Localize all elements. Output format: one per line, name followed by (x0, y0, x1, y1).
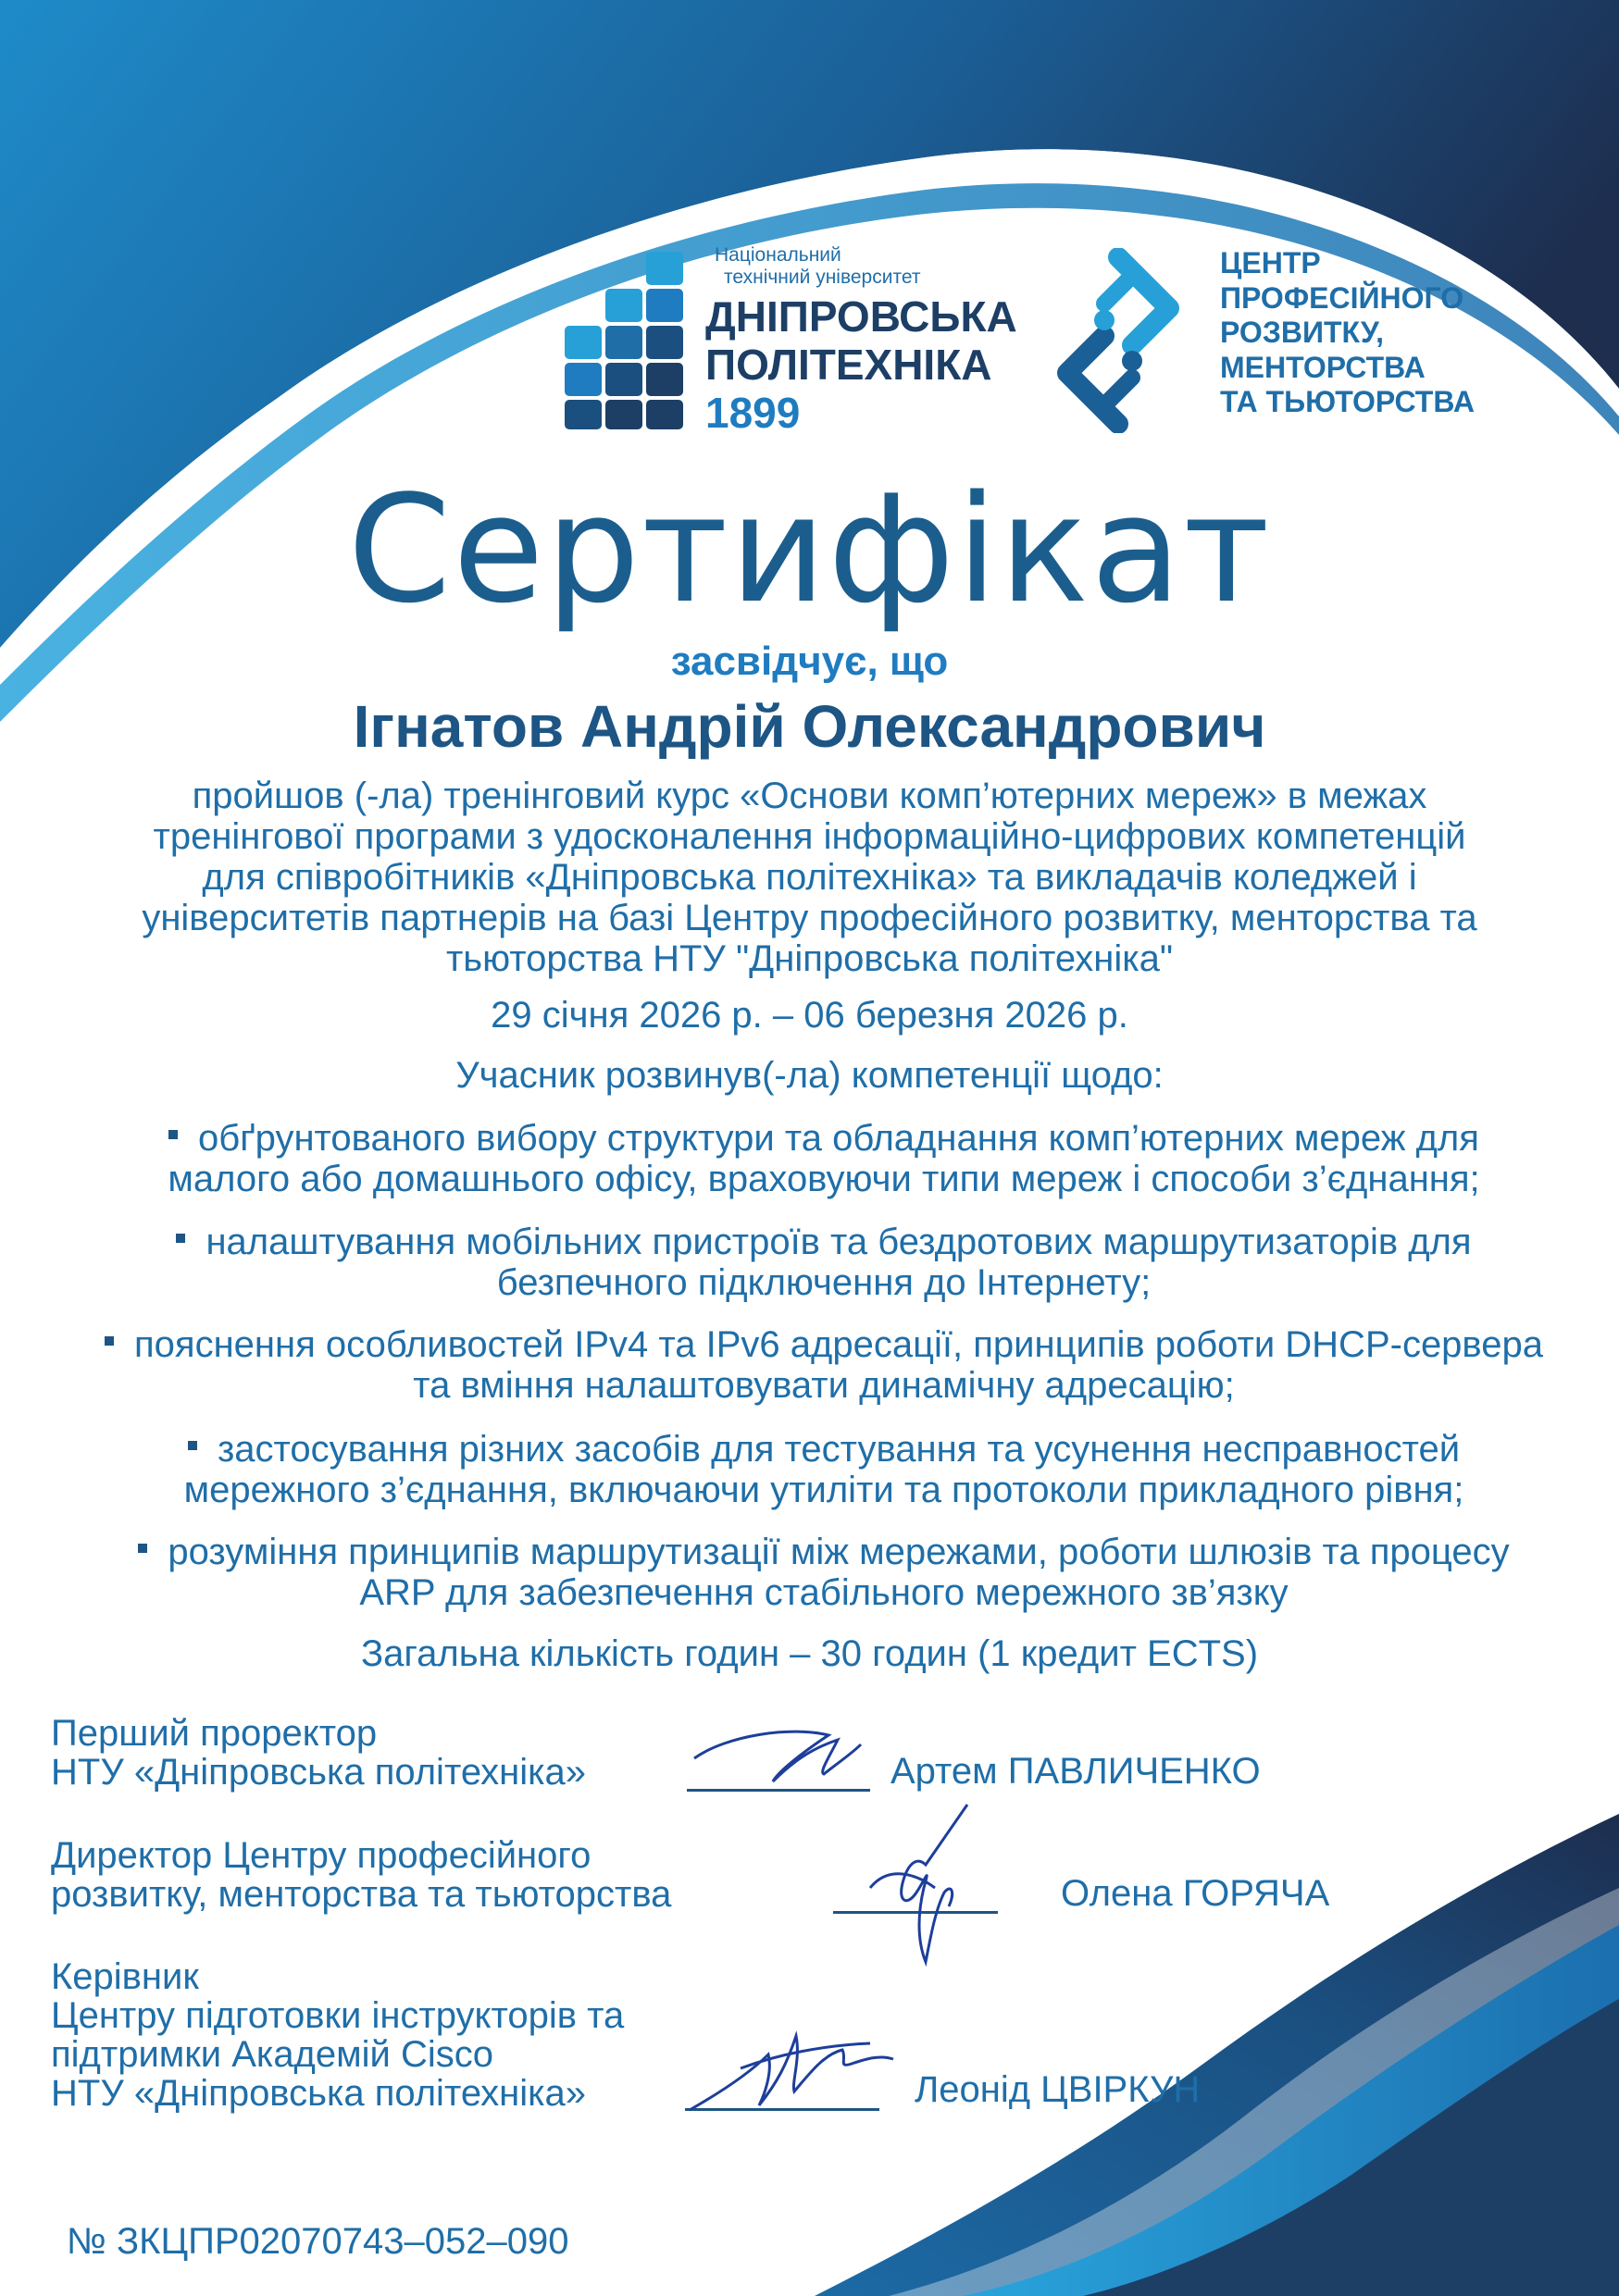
competency-item (102, 1222, 1546, 1303)
certifies-text: засвідчує, що (670, 639, 949, 684)
university-name (705, 292, 1017, 437)
bullet-icon (105, 1336, 114, 1346)
signature-image (690, 1717, 866, 1791)
course-dates: 29 січня 2026 р. – 06 березня 2026 р. (491, 995, 1128, 1036)
signatory-name: Леонід ЦВІРКУН (915, 2069, 1201, 2110)
competency-text: мережного з’єднання, включаючи утиліти та протоколи прикладного рівня; (183, 1470, 1464, 1510)
bullet-icon (176, 1234, 185, 1243)
certificate-title: Сертифікат (347, 463, 1272, 636)
competency-text: ARP для забезпечення стабільного мережного зв’язку (359, 1572, 1289, 1613)
university-name-line1: ДНІПРОВСЬКА (705, 292, 1017, 341)
competency-text: налаштування мобільних пристроїв та бездротових маршрутизаторів для (205, 1222, 1472, 1262)
competency-text: обґрунтованого вибору структури та обладнання комп’ютерних мереж для (198, 1118, 1479, 1159)
course-description-line: для співробітників «Дніпровська політехніка» та викладачів коледжей і (202, 857, 1417, 898)
competency-text: безпечного підключення до Інтернету; (496, 1262, 1152, 1303)
signatory-title-line: Перший проректор (51, 1713, 378, 1754)
competency-item (37, 1324, 1611, 1406)
course-description (56, 776, 1563, 979)
signatory-title-line: Центру підготовки інструкторів та (51, 1995, 625, 2036)
bullet-icon (168, 1130, 178, 1139)
university-subtitle (715, 244, 920, 289)
center-name-line5: ТА ТЬЮТОРСТВА (1220, 385, 1475, 418)
signature-image (685, 2017, 898, 2119)
competency-text: пояснення особливостей IPv4 та IPv6 адресації, принципів роботи DHCP-сервера (134, 1324, 1543, 1365)
competency-item (102, 1118, 1546, 1199)
signatory-title-line: Директор Центру професійного (51, 1835, 592, 1876)
center-name-line3: РОЗВИТКУ, (1220, 316, 1385, 349)
signatory-title (51, 1957, 624, 2113)
signatory-title-line: Керівник (51, 1956, 199, 1997)
competency-text: та вміння налаштовувати динамічну адресацію; (413, 1365, 1235, 1406)
center-name-line1: ЦЕНТР (1220, 246, 1321, 279)
competencies-intro: Учасник розвинув(-ла) компетенції щодо: (455, 1055, 1164, 1096)
competency-text: малого або домашнього офісу, враховуючи типи мереж і способи з’єднання; (168, 1159, 1480, 1199)
bullet-icon (188, 1441, 197, 1450)
signatory-title (51, 1836, 671, 1914)
course-description-line: університетів партнерів на базі Центру професійного розвитку, менторства та (142, 898, 1477, 938)
center-logo-icon (1053, 248, 1183, 433)
signatory-name: Олена ГОРЯЧА (1061, 1873, 1330, 1914)
total-hours: Загальна кількість годин – 30 годин (1 кредит ECTS) (360, 1633, 1259, 1674)
competency-item (102, 1429, 1546, 1510)
university-year: 1899 (705, 389, 801, 437)
signatory-title-line: НТУ «Дніпровська політехніка» (51, 1752, 587, 1793)
competency-text: застосування різних засобів для тестування та усунення несправностей (217, 1429, 1461, 1470)
competency-item (65, 1532, 1583, 1613)
center-name (1220, 246, 1475, 420)
signatory-title-line: розвитку, менторства та тьюторства (51, 1874, 672, 1915)
course-description-line: тренінгової програми з удосконалення інформаційно-цифрових компетенцій (153, 816, 1466, 857)
center-name-line4: МЕНТОРСТВА (1220, 350, 1426, 384)
university-name-line2: ПОЛІТЕХНІКА (705, 341, 992, 389)
signature-image (852, 1800, 981, 1976)
certificate-number: № ЗКЦПР02070743–052–090 (67, 2221, 569, 2262)
course-description-line: тьюторства НТУ "Дніпровська політехніка" (445, 938, 1174, 979)
bullet-icon (138, 1544, 147, 1553)
university-logo-icon (548, 248, 696, 433)
recipient-name: Ігнатов Андрій Олександрович (353, 693, 1266, 760)
university-subtitle-line2: технічний університет (724, 267, 921, 288)
signatory-name: Артем ПАВЛИЧЕНКО (890, 1751, 1261, 1792)
signatory-title (51, 1714, 586, 1792)
signatory-title-line: підтримки Академій Cisco (51, 2034, 494, 2075)
university-subtitle-line1: Національний (715, 244, 841, 266)
signatory-title-line: НТУ «Дніпровська політехніка» (51, 2073, 587, 2114)
center-name-line2: ПРОФЕСІЙНОГО (1220, 280, 1464, 315)
competency-text: розуміння принципів маршрутизації між мережами, роботи шлюзів та процесу (168, 1532, 1510, 1572)
course-description-line: пройшов (-ла) тренінговий курс «Основи комп’ютерних мереж» в межах (192, 776, 1427, 816)
